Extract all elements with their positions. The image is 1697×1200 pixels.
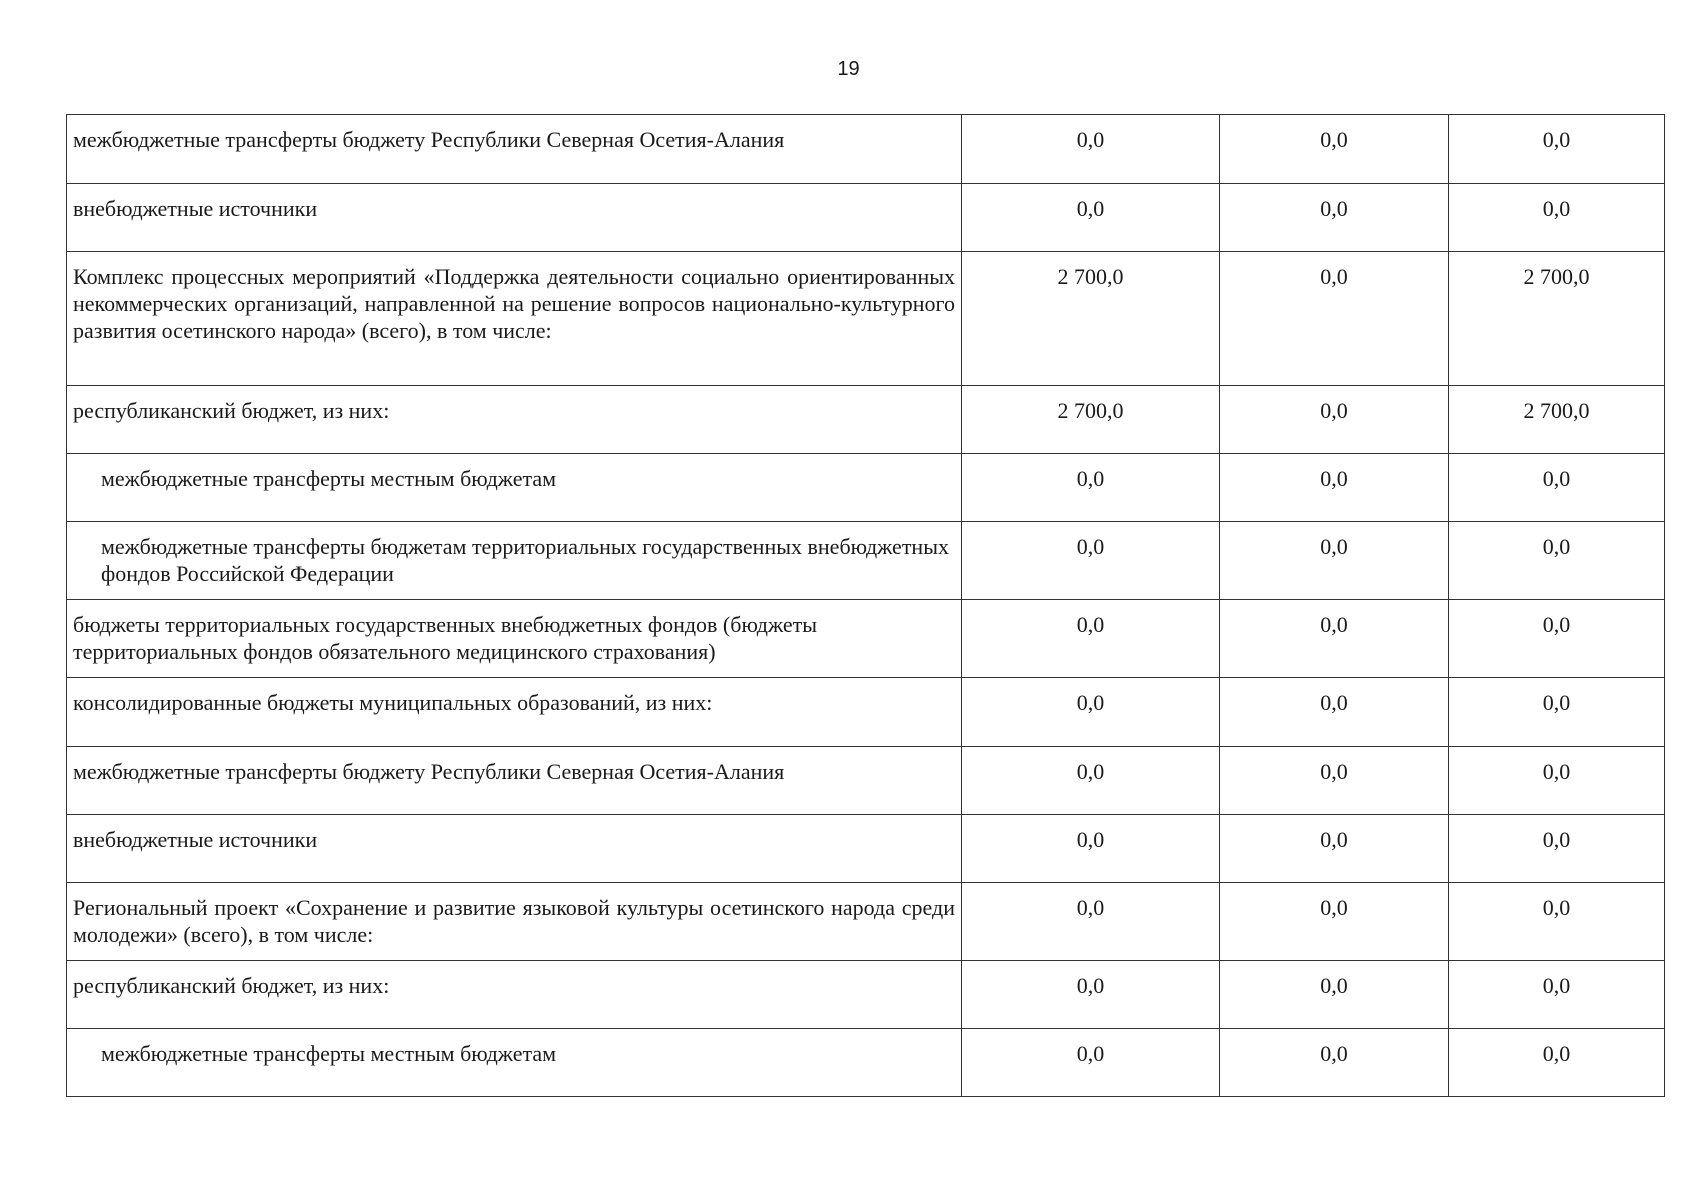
row-value-3: 0,0	[1449, 883, 1665, 961]
table-row	[67, 961, 1665, 1029]
row-label: межбюджетные трансферты местным бюджетам	[67, 1029, 962, 1097]
table-row	[67, 184, 1665, 252]
table-row	[67, 815, 1665, 883]
table-row	[67, 600, 1665, 678]
row-value-1: 0,0	[962, 747, 1220, 815]
table-row	[67, 678, 1665, 747]
row-label: межбюджетные трансферты местным бюджетам	[67, 454, 962, 522]
row-label: межбюджетные трансферты бюджету Республики Северная Осетия-Алания	[67, 115, 962, 184]
row-value-2: 0,0	[1220, 1029, 1449, 1097]
row-label: межбюджетные трансферты бюджетам территориальных государственных внебюджетных фондов Российской Федерации	[67, 522, 962, 600]
table-row	[67, 883, 1665, 961]
row-value-3: 2 700,0	[1449, 386, 1665, 454]
row-value-3: 0,0	[1449, 961, 1665, 1029]
row-value-2: 0,0	[1220, 600, 1449, 678]
row-value-3: 0,0	[1449, 678, 1665, 747]
row-value-2: 0,0	[1220, 184, 1449, 252]
row-value-3: 0,0	[1449, 600, 1665, 678]
row-label: межбюджетные трансферты бюджету Республики Северная Осетия-Алания	[67, 747, 962, 815]
row-value-2: 0,0	[1220, 678, 1449, 747]
row-label: Комплекс процессных мероприятий «Поддержка деятельности социально ориентированных некоммерческих организаций, направленной на решение вопросов национально-культурного развития осетинского народа» (всего), в том числе:	[67, 252, 962, 386]
row-value-2: 0,0	[1220, 454, 1449, 522]
row-value-1: 0,0	[962, 961, 1220, 1029]
table-row	[67, 386, 1665, 454]
row-label: республиканский бюджет, из них:	[67, 386, 962, 454]
row-value-3: 0,0	[1449, 815, 1665, 883]
row-value-3: 0,0	[1449, 747, 1665, 815]
row-label: консолидированные бюджеты муниципальных образований, из них:	[67, 678, 962, 747]
row-value-1: 2 700,0	[962, 252, 1220, 386]
row-value-1: 0,0	[962, 883, 1220, 961]
row-value-3: 0,0	[1449, 1029, 1665, 1097]
row-value-3: 0,0	[1449, 522, 1665, 600]
row-value-3: 2 700,0	[1449, 252, 1665, 386]
row-value-3: 0,0	[1449, 184, 1665, 252]
row-value-2: 0,0	[1220, 961, 1449, 1029]
row-value-1: 2 700,0	[962, 386, 1220, 454]
page-number: 19	[837, 58, 860, 80]
table-row	[67, 454, 1665, 522]
table-row	[67, 252, 1665, 386]
row-value-3: 0,0	[1449, 115, 1665, 184]
row-label: бюджеты территориальных государственных внебюджетных фондов (бюджеты территориальных фондов обязательного медицинского страхования)	[67, 600, 962, 678]
row-value-1: 0,0	[962, 600, 1220, 678]
budget-table	[66, 114, 1665, 1097]
row-value-3: 0,0	[1449, 454, 1665, 522]
row-label: республиканский бюджет, из них:	[67, 961, 962, 1029]
table-row	[67, 1029, 1665, 1097]
row-value-2: 0,0	[1220, 115, 1449, 184]
row-label: Региональный проект «Сохранение и развитие языковой культуры осетинского народа среди молодежи» (всего), в том числе:	[67, 883, 962, 961]
row-value-2: 0,0	[1220, 815, 1449, 883]
row-label: внебюджетные источники	[67, 184, 962, 252]
table-row	[67, 115, 1665, 184]
row-value-1: 0,0	[962, 678, 1220, 747]
row-value-2: 0,0	[1220, 883, 1449, 961]
row-value-1: 0,0	[962, 1029, 1220, 1097]
row-value-1: 0,0	[962, 115, 1220, 184]
row-value-2: 0,0	[1220, 386, 1449, 454]
row-value-2: 0,0	[1220, 522, 1449, 600]
row-value-2: 0,0	[1220, 747, 1449, 815]
row-value-1: 0,0	[962, 454, 1220, 522]
row-value-1: 0,0	[962, 184, 1220, 252]
row-label: внебюджетные источники	[67, 815, 962, 883]
table-row	[67, 747, 1665, 815]
row-value-2: 0,0	[1220, 252, 1449, 386]
row-value-1: 0,0	[962, 815, 1220, 883]
table-row	[67, 522, 1665, 600]
row-value-1: 0,0	[962, 522, 1220, 600]
